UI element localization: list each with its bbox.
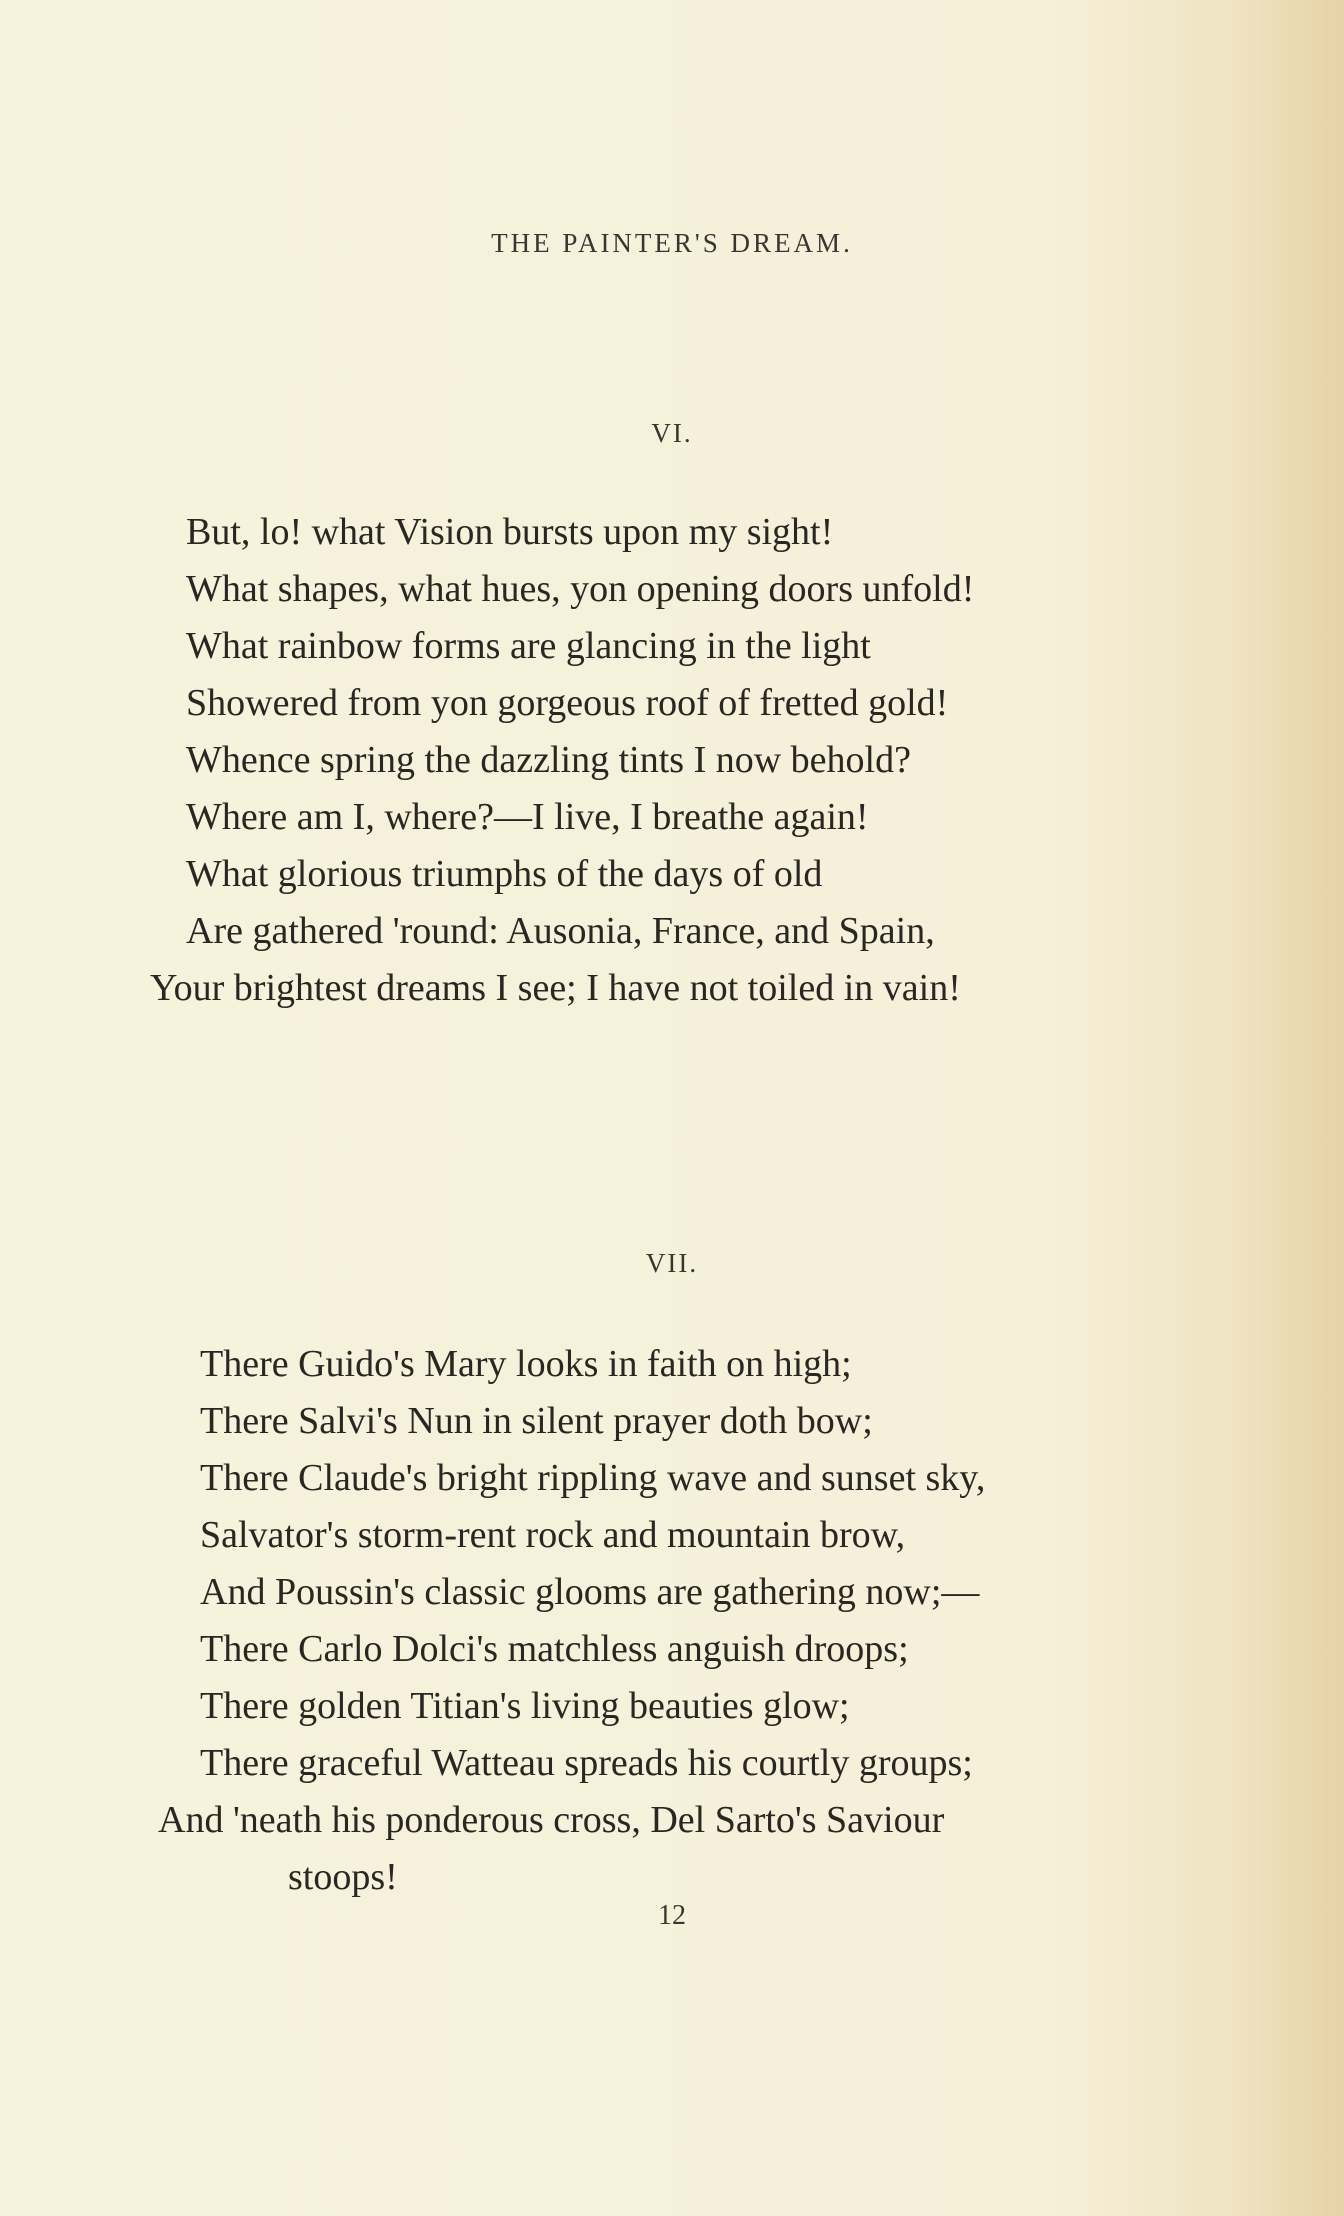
poem-line: There golden Titian's living beauties glow;: [200, 1685, 850, 1727]
running-head: THE PAINTER'S DREAM.: [491, 228, 853, 258]
stanza-number-vi: VI.: [651, 418, 693, 448]
poem-line: And Poussin's classic glooms are gathering now;—: [200, 1571, 980, 1613]
poem-line: Whence spring the dazzling tints I now behold?: [186, 739, 911, 781]
stanza-number-vii: VII.: [645, 1248, 699, 1278]
poem-line: Your brightest dreams I see; I have not toiled in vain!: [150, 967, 961, 1009]
poem-line: There graceful Watteau spreads his courtly groups;: [200, 1742, 973, 1784]
poem-line: stoops!: [288, 1856, 398, 1898]
poem-line: And 'neath his ponderous cross, Del Sarto's Saviour: [158, 1799, 945, 1841]
poem-line: There Carlo Dolci's matchless anguish droops;: [200, 1628, 909, 1670]
poem-line: There Guido's Mary looks in faith on high;: [200, 1343, 852, 1385]
poem-line: Showered from yon gorgeous roof of fretted gold!: [186, 682, 949, 724]
poem-line: What glorious triumphs of the days of old: [186, 853, 823, 895]
page-number: 12: [658, 1900, 686, 1931]
poem-line: What shapes, what hues, yon opening doors unfold!: [186, 568, 975, 610]
poem-line: Are gathered 'round: Ausonia, France, and Spain,: [186, 910, 935, 952]
poem-line: Where am I, where?—I live, I breathe again!: [186, 796, 869, 838]
poem-line: What rainbow forms are glancing in the light: [186, 625, 871, 667]
poem-line: But, lo! what Vision bursts upon my sight!: [186, 511, 834, 553]
poem-line: Salvator's storm-rent rock and mountain brow,: [200, 1514, 906, 1556]
poem-line: There Salvi's Nun in silent prayer doth bow;: [200, 1400, 873, 1442]
poem-line: There Claude's bright rippling wave and sunset sky,: [200, 1457, 986, 1499]
